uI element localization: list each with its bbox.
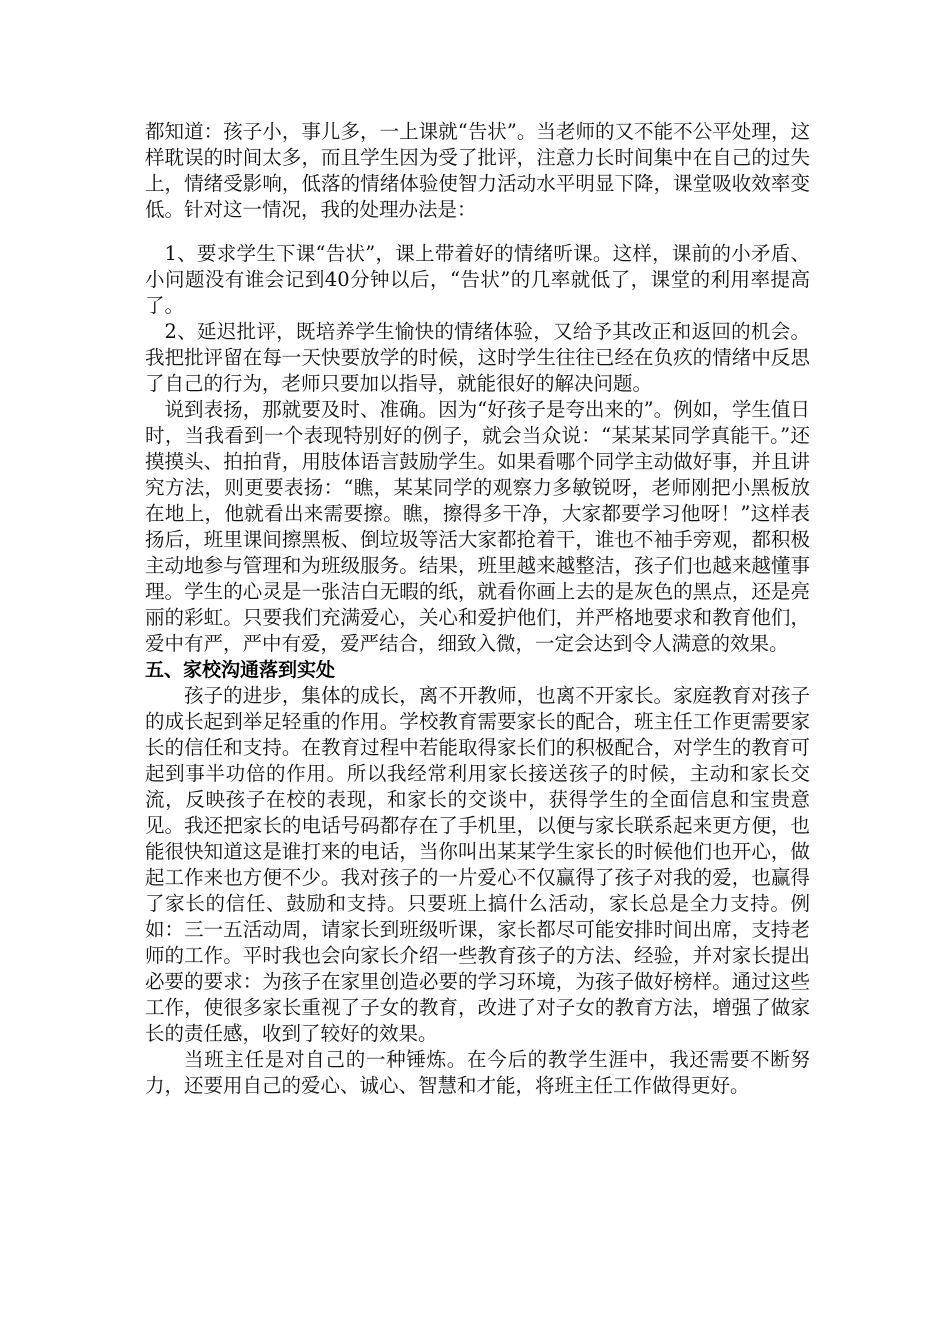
paragraph-conclusion: 当班主任是对自己的一种锤炼。在今后的教学生涯中，我还需要不断努力，还要用自己的爱心、诚心、智慧和才能，将班主任工作做得更好。 [145, 1048, 810, 1097]
paragraph-item-1: 1、要求学生下课“告状”，课上带着好的情绪听课。这样，课前的小矛盾、小问题没有谁会记到40分钟以后，“告状”的几率就低了，课堂的利用率提高了。 [145, 242, 810, 317]
paragraph-praise: 说到表扬，那就要及时、准确。因为“好孩子是夸出来的”。例如，学生值日时，当我看到一个表现特别好的例子，就会当众说：“某某某同学真能干。”还摸摸头、拍拍背，用肢体语言鼓励学生。如果看哪个同学主动做好事，并且讲究方法，则更要表扬：“瞧，某某同学的观察力多敏锐呀，老师刚把小黑板放在地上，他就看出来需要擦。瞧，擦得多干净，大家都要学习他呀！”这样表扬后，班里课间擦黑板、倒垃圾等活大家都抢着干，谁也不袖手旁观，都积极主动地参与管理和为班级服务。结果，班里越来越整洁，孩子们也越来越懂事理。学生的心灵是一张洁白无暇的纸，就看你画上去的是灰色的黑点，还是亮丽的彩虹。只要我们充满爱心，关心和爱护他们，并严格地要求和教育他们，爱中有严，严中有爱，爱严结合，细致入微，一定会达到令人满意的效果。 [145, 398, 810, 655]
paragraph-item-2: 2、延迟批评，既培养学生愉快的情绪体验，又给予其改正和返回的机会。我把批评留在每一天快要放学的时候，这时学生往往已经在负疚的情绪中反思了自己的行为，老师只要加以指导，就能很好的解决问题。 [145, 320, 810, 395]
section-heading-5: 五、家校沟通落到实处 [145, 659, 336, 681]
document-page [145, 119, 810, 1099]
paragraph-home-school: 孩子的进步，集体的成长，离不开教师，也离不开家长。家庭教育对孩子的成长起到举足轻重的作用。学校教育需要家长的配合，班主任工作更需要家长的信任和支持。在教育过程中若能取得家长们的积极配合，对学生的教育可起到事半功倍的作用。所以我经常利用家长接送孩子的时候，主动和家长交流，反映孩子在校的表现，和家长的交谈中，获得学生的全面信息和宝贵意见。我还把家长的电话号码都存在了手机里，以便与家长联系起来更方便，也能很快知道这是谁打来的电话，当你叫出某某学生家长的时候他们也开心，做起工作来也方便不少。我对孩子的一片爱心不仅赢得了孩子对我的爱，也赢得了家长的信任、鼓励和支持。只要班上搞什么活动，家长总是全力支持。例如：三一五活动周，请家长到班级听课，家长都尽可能安排时间出席，支持老师的工作。平时我也会向家长介绍一些教育孩子的方法、经验，并对家长提出必要的要求：为孩子在家里创造必要的学习环境，为孩子做好榜样。通过这些工作，使很多家长重视了子女的教育，改进了对子女的教育方法，增强了做家长的责任感，收到了较好的效果。 [145, 684, 810, 1045]
paragraph-intro: 都知道：孩子小，事儿多，一上课就“告状”。当老师的又不能不公平处理，这样耽误的时间太多，而且学生因为受了批评，注意力长时间集中在自己的过失上，情绪受影响，低落的情绪体验使智力活动水平明显下降，课堂吸收效率变低。针对这一情况，我的处理办法是： [145, 120, 810, 221]
